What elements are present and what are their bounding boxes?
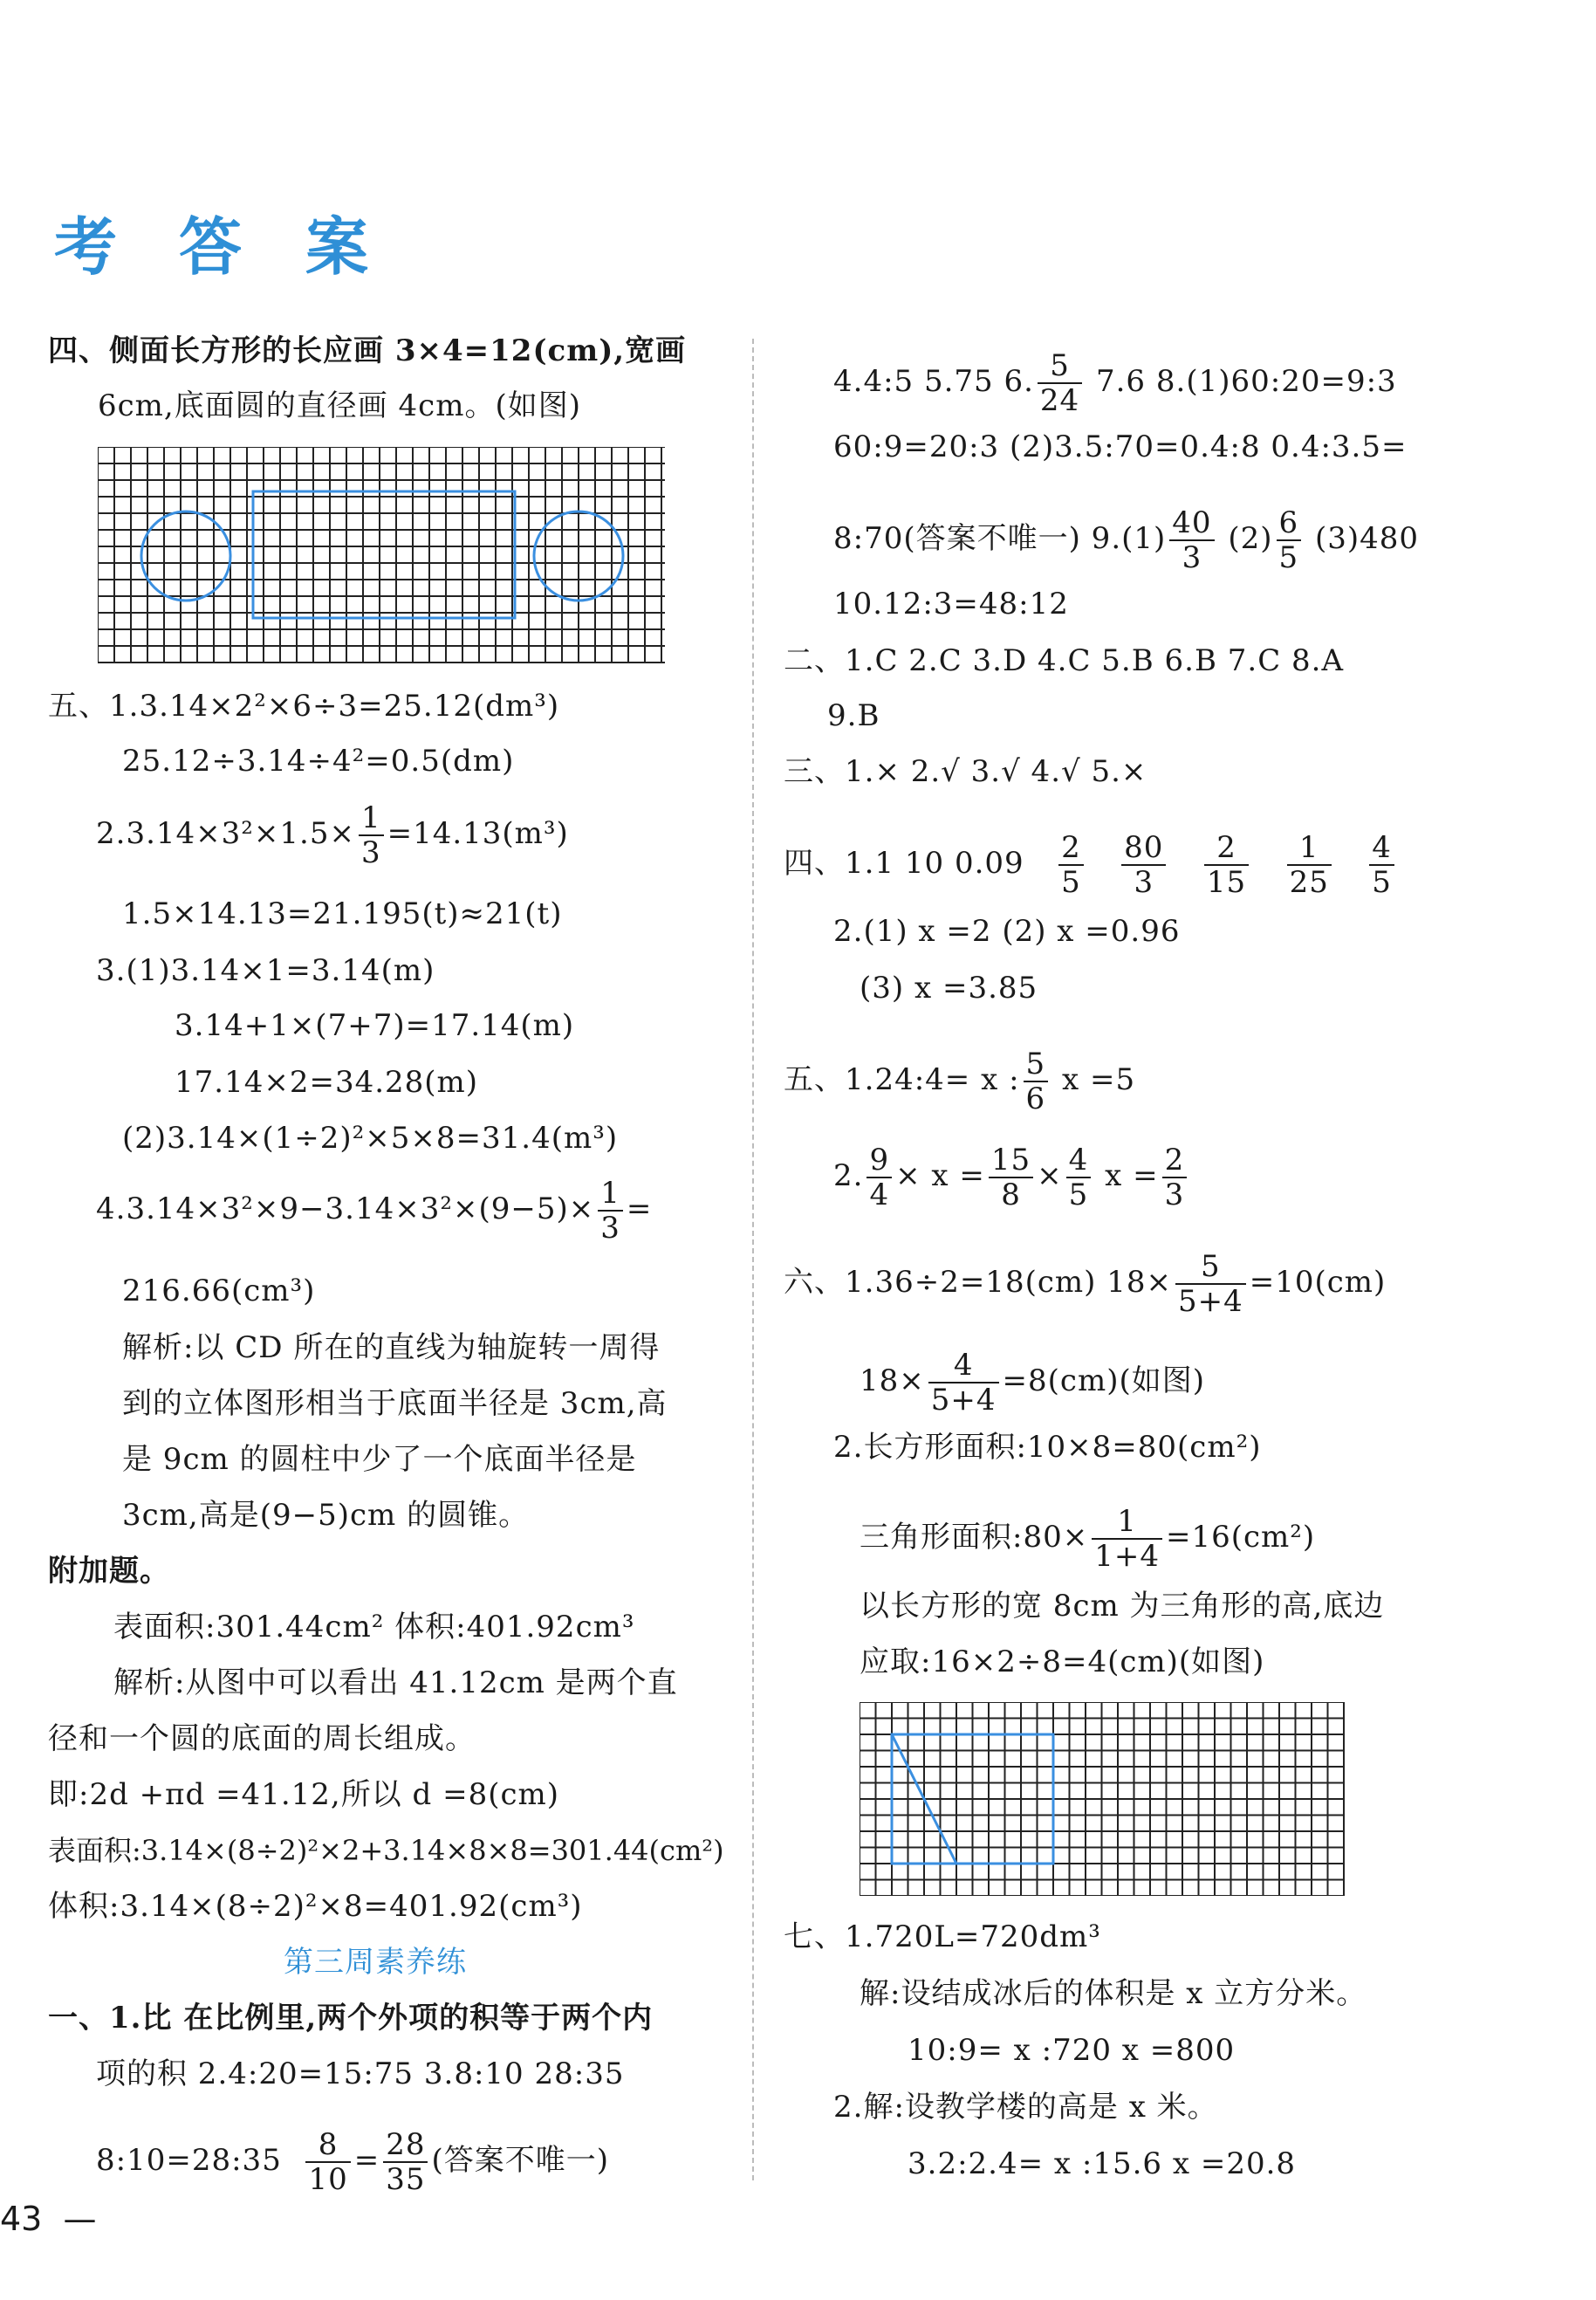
grid-figure-cylinder-net [98,447,667,665]
page-number: 43 — [0,2200,97,2238]
left-s5-3c: 17.14×2=34.28(m) [175,1065,479,1100]
right-r20: 解:设结成冰后的体积是 x 立方分米。 [860,1976,1367,2011]
left-s5-2a: 2.3.14×3²×1.5× $\frac{1}{3}$ =14.13(m³) [96,800,569,870]
left-s5-1a: 五、1.3.14×2²×6÷3=25.12(dm³) [48,689,560,724]
column-divider [752,339,754,2180]
right-r23: 3.2:2.4= x :15.6 x =20.8 [908,2146,1297,2181]
right-r22: 2.解:设教学楼的高是 x 米。 [833,2090,1218,2125]
left-s5-4a: 4.3.14×3²×9−3.14×3²×(9−5)× $\frac{1}{3}$ = [96,1176,653,1246]
left-w1-2: 项的积 2.4:20=15:75 3.8:10 28:35 [96,2056,625,2091]
left-s5-4b: 216.66(cm³) [122,1274,316,1308]
footer-dash: — [63,2200,97,2238]
left-s4-line1: 四、侧面长方形的长应画 3×4=12(cm),宽画 [48,333,687,368]
week3-heading: 第三周素养练 [284,1945,467,1980]
left-fj-title: 附加题。 [48,1554,170,1589]
left-w1-1: 一、1.比 在比例里,两个外项的积等于两个内 [48,2001,654,2036]
right-r19: 七、1.720L=720dm³ [784,1919,1101,1954]
right-r7: 三、1.× 2.√ 3.√ 4.√ 5.× [784,754,1147,789]
right-r13: 六、1.36÷2=18(cm) 18× $\frac{5}{5+4}$ =10(cm) [784,1249,1387,1319]
right-r14: 18× $\frac{4}{5+4}$ =8(cm)(如图) [860,1348,1205,1418]
left-s5-1b: 25.12÷3.14÷4²=0.5(dm) [122,744,515,779]
right-r16: 三角形面积:80× $\frac{1}{1+4}$ =16(cm²) [860,1504,1316,1574]
left-fj-2: 解析:从图中可以看出 41.12cm 是两个直 [113,1665,678,1700]
left-s5-4f: 3cm,高是(9−5)cm 的圆锥。 [122,1498,530,1533]
right-r8: 四、1.1 10 0.09 $\frac{2}{5}$ $\frac{80}{3}$ $\frac{2}{15}$ $\frac{1}{25}$ $\frac{4}{5}$ [784,831,1398,899]
left-s5-3a: 3.(1)3.14×1=3.14(m) [96,953,435,988]
left-s4-line2: 6cm,底面圆的直径画 4cm。(如图) [98,388,581,423]
left-s5-3d: (2)3.14×(1÷2)²×5×8=31.4(m³) [122,1121,619,1156]
grid-figure-triangle [860,1702,1345,1896]
right-r18: 应取:16×2÷8=4(cm)(如图) [860,1644,1265,1679]
right-r11: 五、1.24:4= x : $\frac{5}{6}$ x =5 [784,1047,1136,1116]
left-fj-1: 表面积:301.44cm² 体积:401.92cm³ [113,1610,635,1644]
right-r12: 2. $\frac{9}{4}$ × x = $\frac{15}{8}$ × $\frac{4}{5}$ x = $\frac{2}{3}$ [833,1143,1190,1212]
header-char-3: 案 [305,210,369,284]
left-w1-3: 8:10=28:35 $\frac{8}{10}$ = $\frac{28}{35}$ (答案不唯一) [96,2127,610,2197]
left-fj-3: 径和一个圆的底面的周长组成。 [48,1721,476,1756]
right-r9: 2.(1) x =2 (2) x =0.96 [833,914,1181,949]
left-s5-4e: 是 9cm 的圆柱中少了一个底面半径是 [122,1442,637,1477]
left-fj-4: 即:2d +πd =41.12,所以 d =8(cm) [48,1777,560,1812]
right-r21: 10:9= x :720 x =800 [908,2033,1236,2068]
left-s5-4d: 到的立体图形相当于底面半径是 3cm,高 [122,1386,668,1421]
right-r10: (3) x =3.85 [860,971,1038,1006]
right-r3: 8:70(答案不唯一) 9.(1) $\frac{40}{3}$ (2) $\frac{6}{5}$ (3)480 [833,505,1420,575]
right-r4: 10.12:3=48:12 [833,587,1069,621]
right-r17: 以长方形的宽 8cm 为三角形的高,底边 [860,1589,1385,1624]
right-r6: 9.B [827,698,880,733]
right-r2: 60:9=20:3 (2)3.5:70=0.4:8 0.4:3.5= [833,429,1408,464]
left-fj-5: 表面积:3.14×(8÷2)²×2+3.14×8×8=301.44(cm²) [48,1834,724,1867]
right-r1: 4.4:5 5.75 6. $\frac{5}{24}$ 7.6 8.(1)60:20=9:3 [833,348,1397,418]
left-s5-2b: 1.5×14.13=21.195(t)≈21(t) [122,896,563,931]
header-char-2: 答 [179,210,243,284]
left-fj-6: 体积:3.14×(8÷2)²×8=401.92(cm³) [48,1889,583,1924]
left-s5-4c: 解析:以 CD 所在的直线为轴旋转一周得 [122,1330,661,1365]
right-r5: 二、1.C 2.C 3.D 4.C 5.B 6.B 7.C 8.A [784,643,1345,678]
header-char-1: 考 [54,210,118,284]
right-r15: 2.长方形面积:10×8=80(cm²) [833,1430,1262,1465]
left-s5-3b: 3.14+1×(7+7)=17.14(m) [175,1008,575,1043]
